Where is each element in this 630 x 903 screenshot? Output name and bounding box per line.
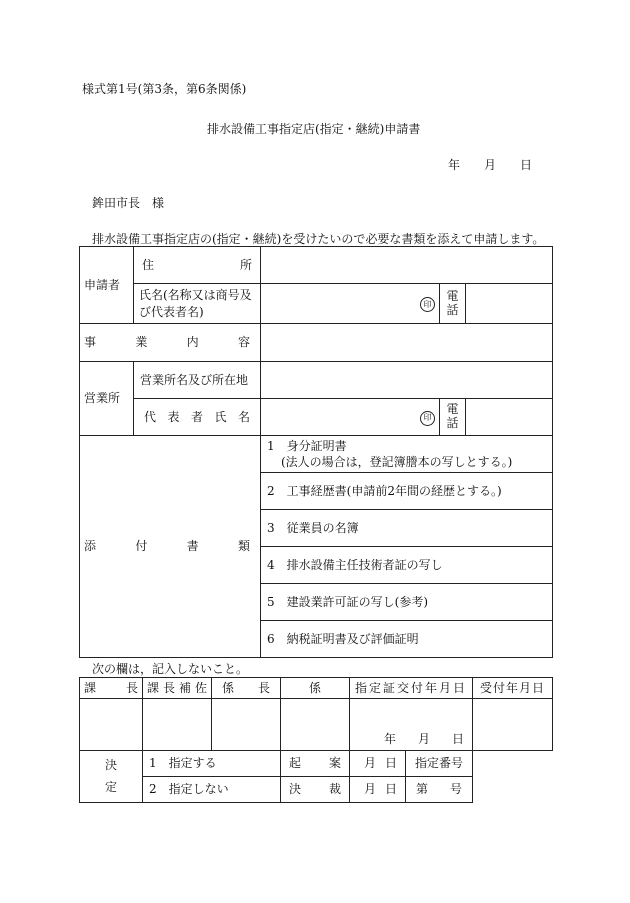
submission-date (448, 156, 532, 173)
header-receipt-date: 受付年月日 (473, 678, 553, 699)
designation-number-blank (473, 751, 553, 777)
intro-text: 排水設備工事指定店の(指定・継続)を受けたいので必要な書類を添えて申請します。 (92, 232, 545, 246)
designation-number-label: 指定番号 (406, 751, 473, 777)
header-subsection-chief: 係 長 (212, 678, 281, 699)
date-month: 月 (483, 158, 496, 172)
header-deputy-chief: 課 長 補 佐 (143, 678, 212, 699)
option-not-designate[interactable]: 2 指定しない (143, 777, 281, 803)
address-label: 住 所 (134, 247, 261, 284)
form-number: 様式第1号(第3条，第6条関係) (82, 82, 247, 96)
date-year: 年 (448, 158, 461, 172)
stamp-staff[interactable] (281, 699, 350, 751)
stamp-section-chief[interactable] (80, 699, 143, 751)
office-name-field[interactable] (261, 362, 553, 399)
seal-icon: 印 (420, 411, 435, 426)
office-rep-label: 代 表 者 氏 名 (134, 399, 261, 436)
attachment-item: 3 従業員の名簿 (261, 510, 553, 547)
office-use-table (79, 677, 553, 803)
stamp-subsection-chief[interactable] (212, 699, 281, 751)
issue-date-field[interactable]: 年 月 日 (350, 699, 473, 751)
applicant-group-label: 申請者 (80, 247, 134, 324)
receipt-date-field[interactable] (473, 699, 553, 751)
applicant-name-label: 氏名(名称又は商号及 び代表者名) (134, 284, 261, 324)
attachment-item: 6 納税証明書及び評価証明 (261, 621, 553, 658)
office-tel-label: 電 話 (440, 399, 466, 436)
addressee: 鉾田市長 様 (92, 196, 165, 210)
applicant-tel-field[interactable] (466, 284, 553, 324)
office-group-label: 営業所 (80, 362, 134, 436)
attachment-item: 1 身分証明書 (法人の場合は，登記簿謄本の写しとする。) (261, 436, 553, 473)
business-label: 事 業 内 容 (80, 324, 261, 362)
attachment-item: 4 排水設備主任技術者証の写し (261, 547, 553, 584)
seal-icon: 印 (420, 297, 435, 312)
approval-date[interactable]: 月 日 (350, 777, 406, 803)
office-tel-field[interactable] (466, 399, 553, 436)
office-name-label: 営業所名及び所在地 (134, 362, 261, 399)
office-rep-field[interactable] (261, 399, 440, 436)
designation-number-field[interactable]: 第 号 (406, 777, 473, 803)
stamp-deputy-chief[interactable] (143, 699, 212, 751)
applicant-name-field[interactable] (261, 284, 440, 324)
business-field[interactable] (261, 324, 553, 362)
office-use-note: 次の欄は，記入しないこと。 (92, 662, 249, 676)
header-section-chief: 課 長 (80, 678, 143, 699)
form-title: 排水設備工事指定店(指定・継続)申請書 (207, 122, 421, 136)
designation-number-blank (473, 777, 553, 803)
option-designate[interactable]: 1 指定する (143, 751, 281, 777)
draft-label: 起 案 (281, 751, 350, 777)
header-staff: 係 (281, 678, 350, 699)
address-field[interactable] (261, 247, 553, 284)
attachment-item: 2 工事経歴書(申請前2年間の経歴とする。) (261, 473, 553, 510)
decision-label: 決 定 (80, 751, 143, 803)
attachment-item: 5 建設業許可証の写し(参考) (261, 584, 553, 621)
date-day: 日 (519, 158, 532, 172)
draft-date[interactable]: 月 日 (350, 751, 406, 777)
approval-label: 決 裁 (281, 777, 350, 803)
header-issue-date: 指定証交付年月日 (350, 678, 473, 699)
attachments-label: 添 付 書 類 (80, 436, 261, 658)
applicant-tel-label: 電 話 (440, 284, 466, 324)
application-table (79, 246, 553, 658)
